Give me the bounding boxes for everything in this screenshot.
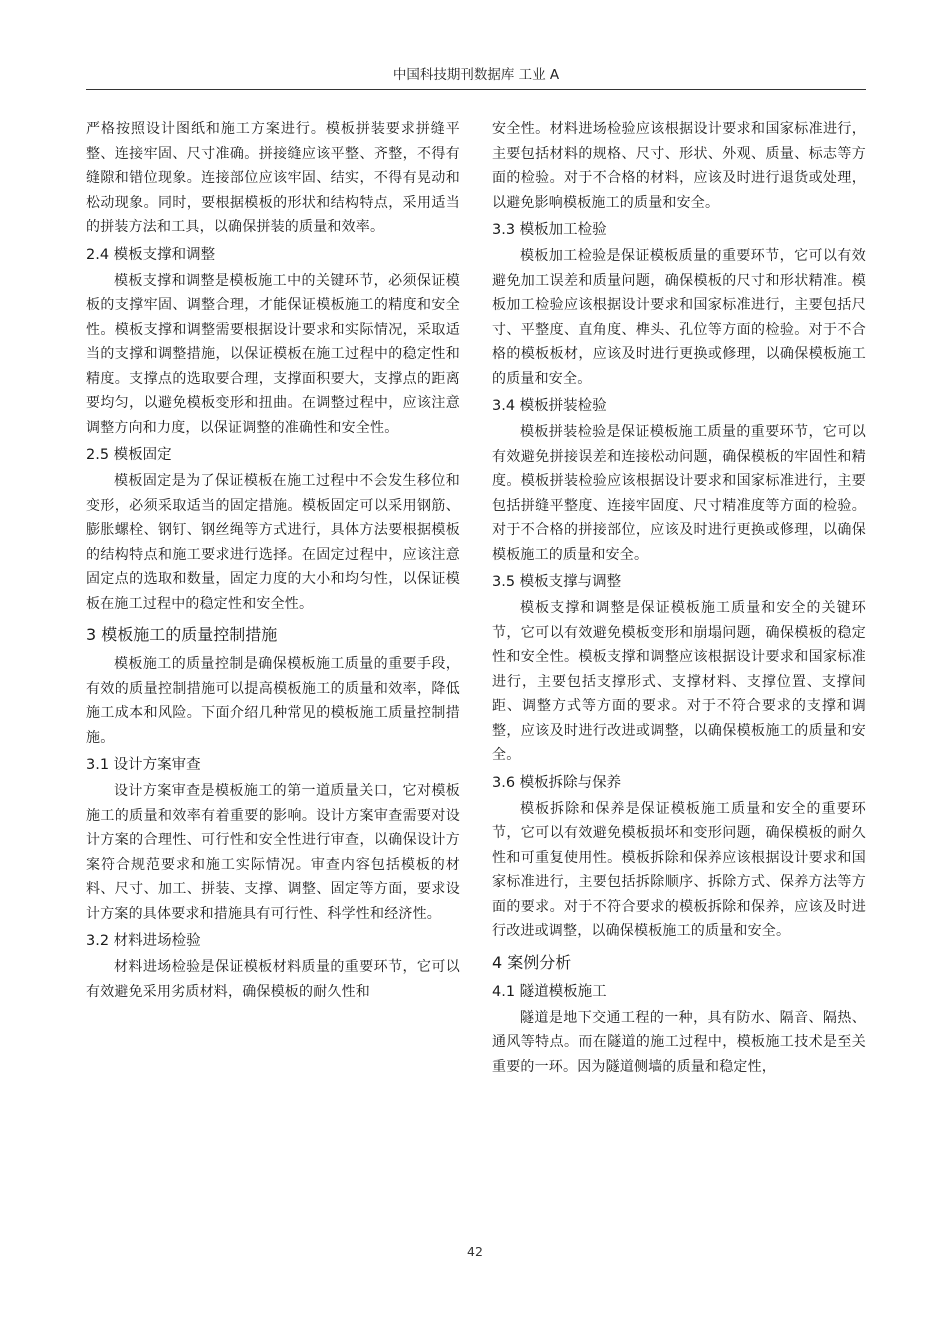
left-column [86, 117, 460, 1004]
heading-2-5: 2.5 模板固定 [86, 447, 172, 463]
heading-3-1: 3.1 设计方案审查 [86, 757, 201, 773]
paragraph-3-6: 模板拆除和保养是保证模板施工质量和安全的重要环节，它可以有效避免模板损坏和变形问题，确保模板的耐久性和可重复使用性。模板拆除和保养应该根据设计要求和国家标准进行，主要包括拆除顺序、拆除方式、保养方法等方面的要求。对于不符合要求的模板拆除和保养，应该及时进行改进或调整，以确保模板施工的质量和安全。 [492, 800, 866, 939]
paragraph-continued: 安全性。材料进场检验应该根据设计要求和国家标准进行，主要包括材料的规格、尺寸、形状、外观、质量、标志等方面的检验。对于不合格的材料，应该及时进行退货或处理，以避免影响模板施工的质量和安全。 [492, 121, 866, 211]
paragraph-3-1: 设计方案审查是模板施工的第一道质量关口，它对模板施工的质量和效率有着重要的影响。设计方案审查需要对设计方案的合理性、可行性和安全性进行审查，以确保设计方案符合规范要求和施工实际情况。审查内容包括模板的材料、尺寸、加工、拼装、支撑、调整、固定等方面，要求设计方案的具体要求和措施具有可行性、科学性和经济性。 [86, 783, 460, 922]
paragraph-continued: 严格按照设计图纸和施工方案进行。模板拼装要求拼缝平整、连接牢固、尺寸准确。拼接缝应该平整、齐整，不得有缝隙和错位现象。连接部位应该牢固、结实，不得有晃动和松动现象。同时，要根据模板的形状和结构特点，采用适当的拼装方法和工具，以确保拼装的质量和效率。 [86, 121, 460, 235]
journal-header: 中国科技期刊数据库 工业 A [392, 67, 560, 83]
paragraph-3-2: 材料进场检验是保证模板材料质量的重要环节，它可以有效避免采用劣质材料，确保模板的耐久性和 [86, 959, 460, 1000]
heading-3-4: 3.4 模板拼装检验 [492, 398, 607, 414]
heading-3-5: 3.5 模板支撑与调整 [492, 574, 622, 590]
heading-2-4: 2.4 模板支撑和调整 [86, 246, 216, 263]
right-column [492, 117, 866, 1079]
paragraph-4-1: 隧道是地下交通工程的一种，具有防水、隔音、隔热、通风等特点。而在隧道的施工过程中，模板施工技术是至关重要的一环。因为隧道侧墙的质量和稳定性， [492, 1009, 866, 1075]
header-rule [86, 89, 866, 90]
paragraph-3-3: 模板加工检验是保证模板质量的重要环节，它可以有效避免加工误差和质量问题，确保模板的尺寸和形状精准。模板加工检验应该根据设计要求和国家标准进行，主要包括尺寸、平整度、直角度、榫头、孔位等方面的检验。对于不合格的模板板材，应该及时进行更换或修理，以确保模板施工的质量和安全。 [492, 248, 866, 387]
page-number: 42 [467, 1244, 483, 1259]
paragraph-3: 模板施工的质量控制是确保模板施工质量的重要手段，有效的质量控制措施可以提高模板施工的质量和效率，降低施工成本和风险。下面介绍几种常见的模板施工质量控制措施。 [86, 656, 460, 746]
heading-3: 3 模板施工的质量控制措施 [86, 625, 278, 644]
heading-4-1: 4.1 隧道模板施工 [492, 983, 607, 1000]
paragraph-2-5: 模板固定是为了保证模板在施工过程中不会发生移位和变形，必须采取适当的固定措施。模板固定可以采用钢筋、膨胀螺栓、钢钉、钢丝绳等方式进行，具体方法要根据模板的结构特点和施工要求进行选择。在固定过程中，应该注意固定点的选取和数量，固定力度的大小和均匀性，以保证模板在施工过程中的稳定性和安全性。 [86, 473, 460, 612]
heading-3-6: 3.6 模板拆除与保养 [492, 774, 622, 791]
paragraph-3-4: 模板拼装检验是保证模板施工质量的重要环节，它可以有效避免拼接误差和连接松动问题，确保模板的牢固性和精度。模板拼装检验应该根据设计要求和国家标准进行，主要包括拼缝平整度、连接牢固度、尺寸精准度等方面的检验。对于不合格的拼接部位，应该及时进行更换或修理，以确保模板施工的质量和安全。 [492, 424, 866, 563]
paragraph-2-4: 模板支撑和调整是模板施工中的关键环节，必须保证模板的支撑牢固、调整合理，才能保证模板施工的精度和安全性。模板支撑和调整需要根据设计要求和实际情况，采取适当的支撑和调整措施，以保证模板在施工过程中的稳定性和精度。支撑点的选取要合理，支撑面积要大，支撑点的距离要均匀，以避免模板变形和扭曲。在调整过程中，应该注意调整方向和力度，以保证调整的准确性和安全性。 [86, 272, 460, 436]
heading-4: 4 案例分析 [492, 952, 572, 972]
heading-3-2: 3.2 材料进场检验 [86, 933, 201, 949]
heading-3-3: 3.3 模板加工检验 [492, 222, 607, 238]
paragraph-3-5: 模板支撑和调整是保证模板施工质量和安全的关键环节，它可以有效避免模板变形和崩塌问题，确保模板的稳定性和安全性。模板支撑和调整应该根据设计要求和国家标准进行，主要包括支撑形式、支撑材料、支撑位置、支撑间距、调整方式等方面的要求。对于不符合要求的支撑和调整，应该及时进行改进或调整，以确保模板施工的质量和安全。 [492, 600, 866, 763]
